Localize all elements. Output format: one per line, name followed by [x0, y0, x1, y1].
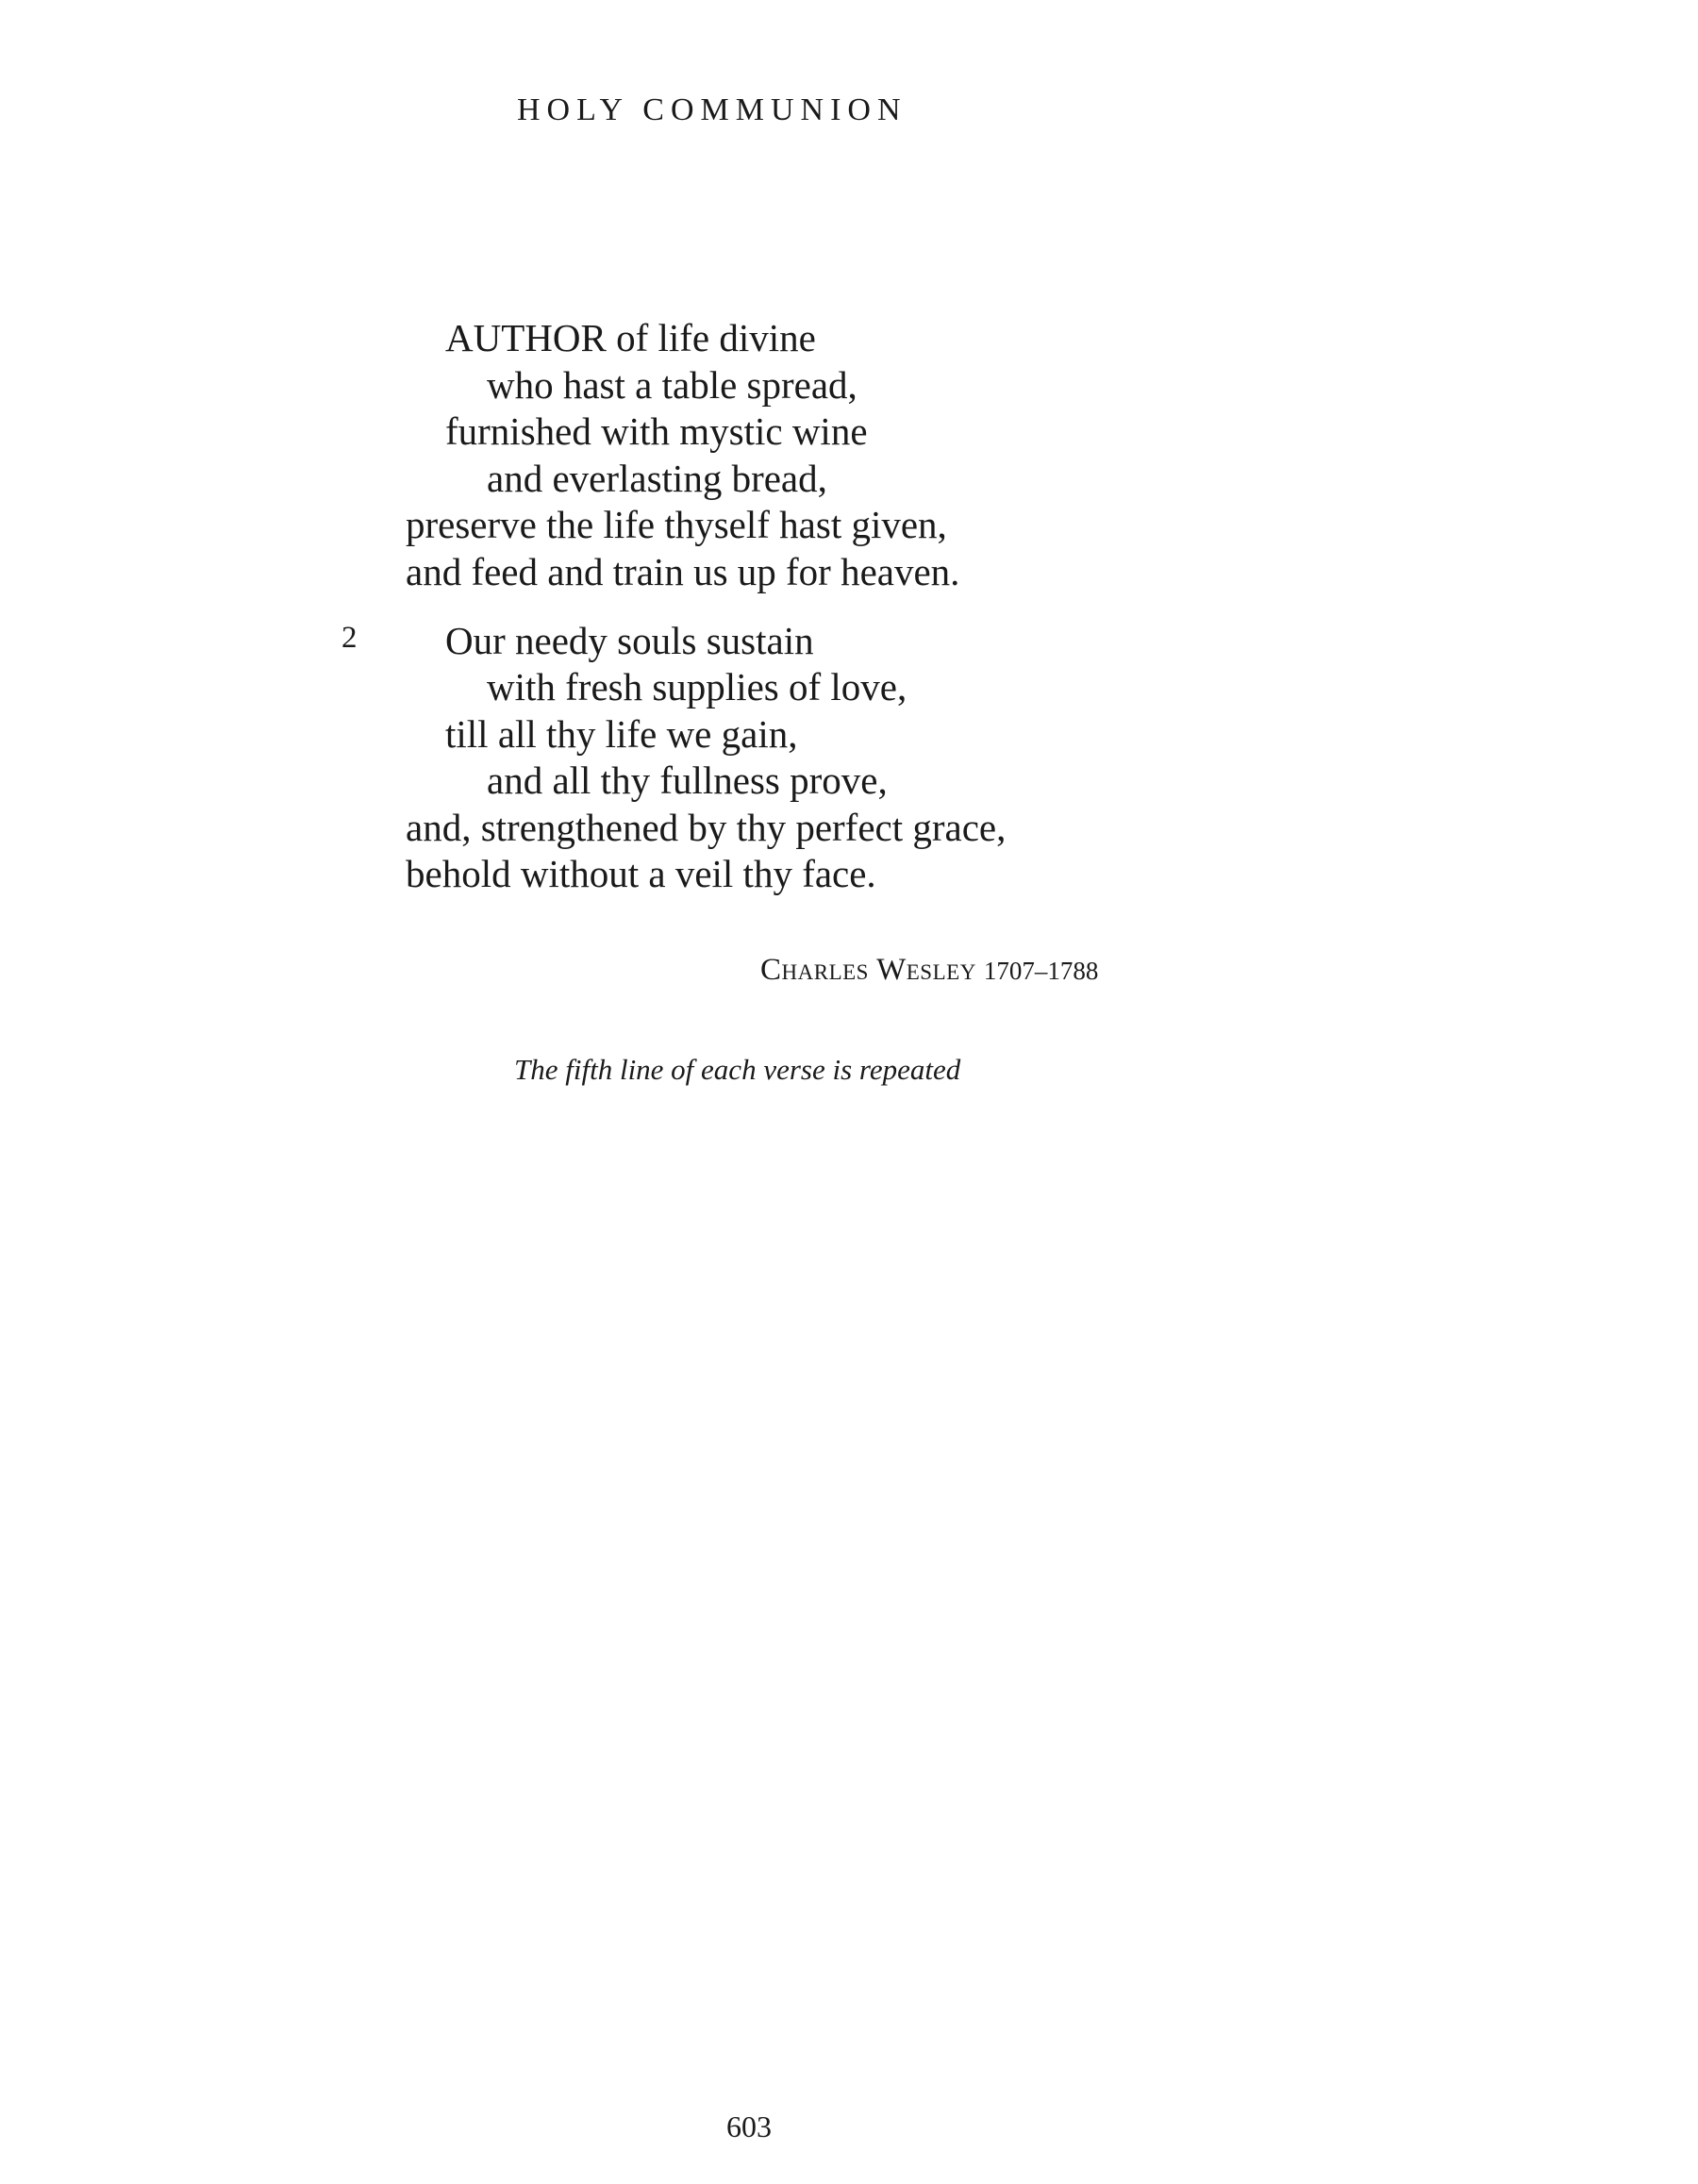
- page-number: 603: [726, 2109, 772, 2143]
- verse-line: and, strengthened by thy perfect grace,: [406, 806, 1007, 849]
- verse-line: preserve the life thyself hast given,: [406, 503, 947, 546]
- verse-line: with fresh supplies of love,: [487, 665, 907, 709]
- verse-line: and all thy fullness prove,: [487, 759, 888, 802]
- verse-line: and feed and train us up for heaven.: [406, 550, 960, 593]
- verse-line: furnished with mystic wine: [445, 409, 868, 453]
- author-dates: 1707–1788: [983, 957, 1099, 985]
- author-attribution: [760, 955, 1098, 986]
- author-name: Charles Wesley: [760, 953, 976, 987]
- verse-line: AUTHOR of life divine: [445, 316, 816, 359]
- verse-number: 2: [341, 621, 358, 655]
- performance-note: The fifth line of each verse is repeated: [514, 1053, 961, 1086]
- verse-line: Our needy souls sustain: [445, 619, 814, 662]
- verse-line: who hast a table spread,: [487, 363, 857, 407]
- running-head: HOLY COMMUNION: [517, 92, 907, 127]
- verse-line: and everlasting bread,: [487, 457, 827, 500]
- verse-line: till all thy life we gain,: [445, 712, 798, 756]
- verse-line: behold without a veil thy face.: [406, 852, 876, 895]
